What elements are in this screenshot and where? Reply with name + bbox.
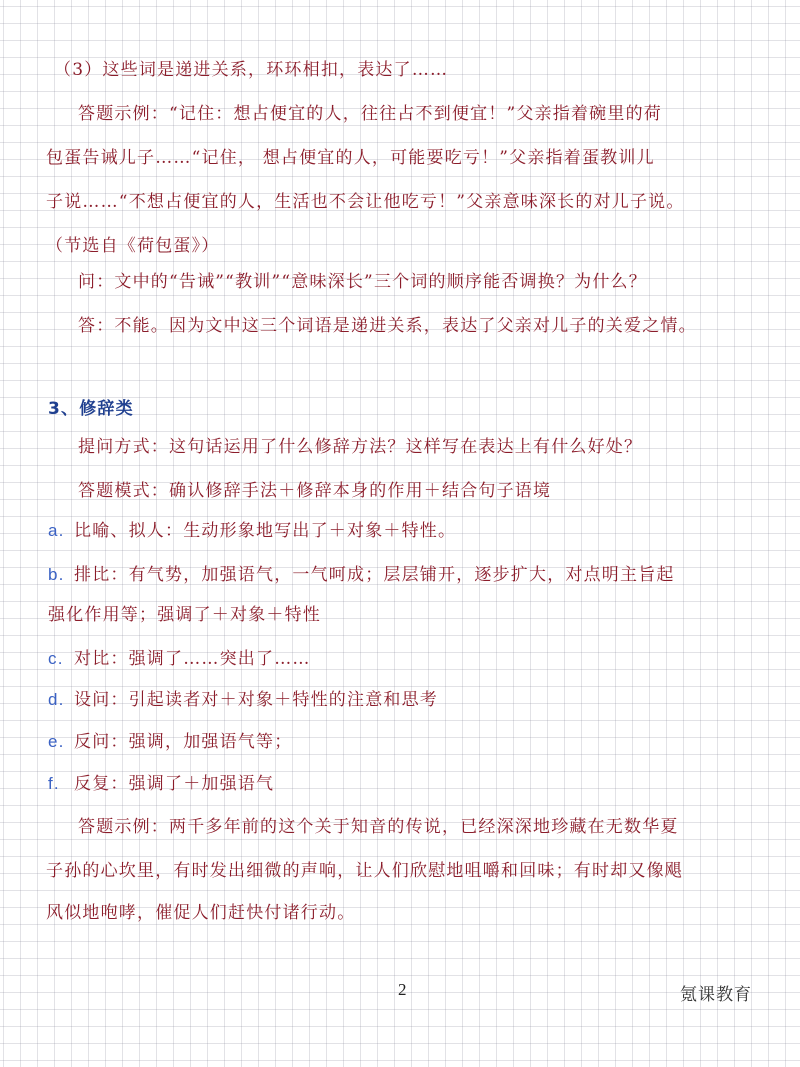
example-source: （节选自《荷包蛋》）: [46, 236, 220, 256]
page-number: 2: [398, 980, 407, 999]
list-item-text: 设问：引起读者对＋对象＋特性的注意和思考: [74, 690, 438, 710]
brand-label: 氪课教育: [680, 985, 752, 1005]
answer-mode-text: 答题模式：确认修辞手法＋修辞本身的作用＋结合句子语境: [78, 481, 552, 501]
question-text: 问：文中的“告诫”“教训”“意味深长”三个词的顺序能否调换？为什么？: [78, 272, 647, 292]
list-item-c: [0, 647, 800, 671]
list-item-text: 比喻、拟人：生动形象地写出了＋对象＋特性。: [74, 521, 457, 541]
list-item-text: 排比：有气势，加强语气，一气呵成；层层铺开，逐步扩大，对点明主旨起: [74, 565, 675, 585]
answer-text: 答：不能。因为文中这三个词语是递进关系，表达了父亲对儿子的关爱之情。: [78, 316, 697, 336]
list-marker: c.: [48, 649, 64, 668]
list-marker: b.: [48, 565, 65, 584]
list-item-e: [0, 730, 800, 754]
list-marker: f.: [48, 774, 60, 793]
example-line-3: 子说……“不想占便宜的人，生活也不会让他吃亏！”父亲意味深长的对儿子说。: [46, 192, 685, 212]
example-line-2: 包蛋告诫儿子……“记住， 想占便宜的人，可能要吃亏！”父亲指着蛋教训儿: [46, 148, 655, 168]
list-item-f: [0, 772, 800, 796]
list-marker: d.: [48, 690, 65, 709]
list-item-text: 反问：强调，加强语气等；: [74, 732, 293, 752]
rhetoric-example-line-3: 风似地咆哮，催促人们赶快付诸行动。: [46, 903, 356, 923]
section-heading-rhetoric: 3、修辞类: [48, 399, 134, 419]
rhetoric-example-line-1: 答题示例：两千多年前的这个关于知音的传说，已经深深地珍藏在无数华夏: [78, 817, 679, 837]
item-3-text: （3）这些词是递进关系，环环相扣，表达了……: [54, 60, 449, 80]
list-item-b-continued: 强化作用等；强调了＋对象＋特性: [48, 605, 321, 625]
list-item-text: 反复：强调了＋加强语气: [74, 774, 275, 794]
rhetoric-example-line-2: 子孙的心坎里，有时发出细微的声响，让人们欣慰地咀嚼和回味；有时却又像飓: [46, 861, 683, 881]
list-item-b: [0, 563, 800, 587]
example-line-1: 答题示例：“记住：想占便宜的人，往往占不到便宜！”父亲指着碗里的荷: [78, 104, 662, 124]
list-item-text: 对比：强调了……突出了……: [74, 649, 311, 669]
list-marker: a.: [48, 521, 65, 540]
list-marker: e.: [48, 732, 65, 751]
list-item-d: [0, 688, 800, 712]
ask-way-text: 提问方式：这句话运用了什么修辞方法？这样写在表达上有什么好处？: [78, 437, 643, 457]
list-item-a: [0, 519, 800, 543]
